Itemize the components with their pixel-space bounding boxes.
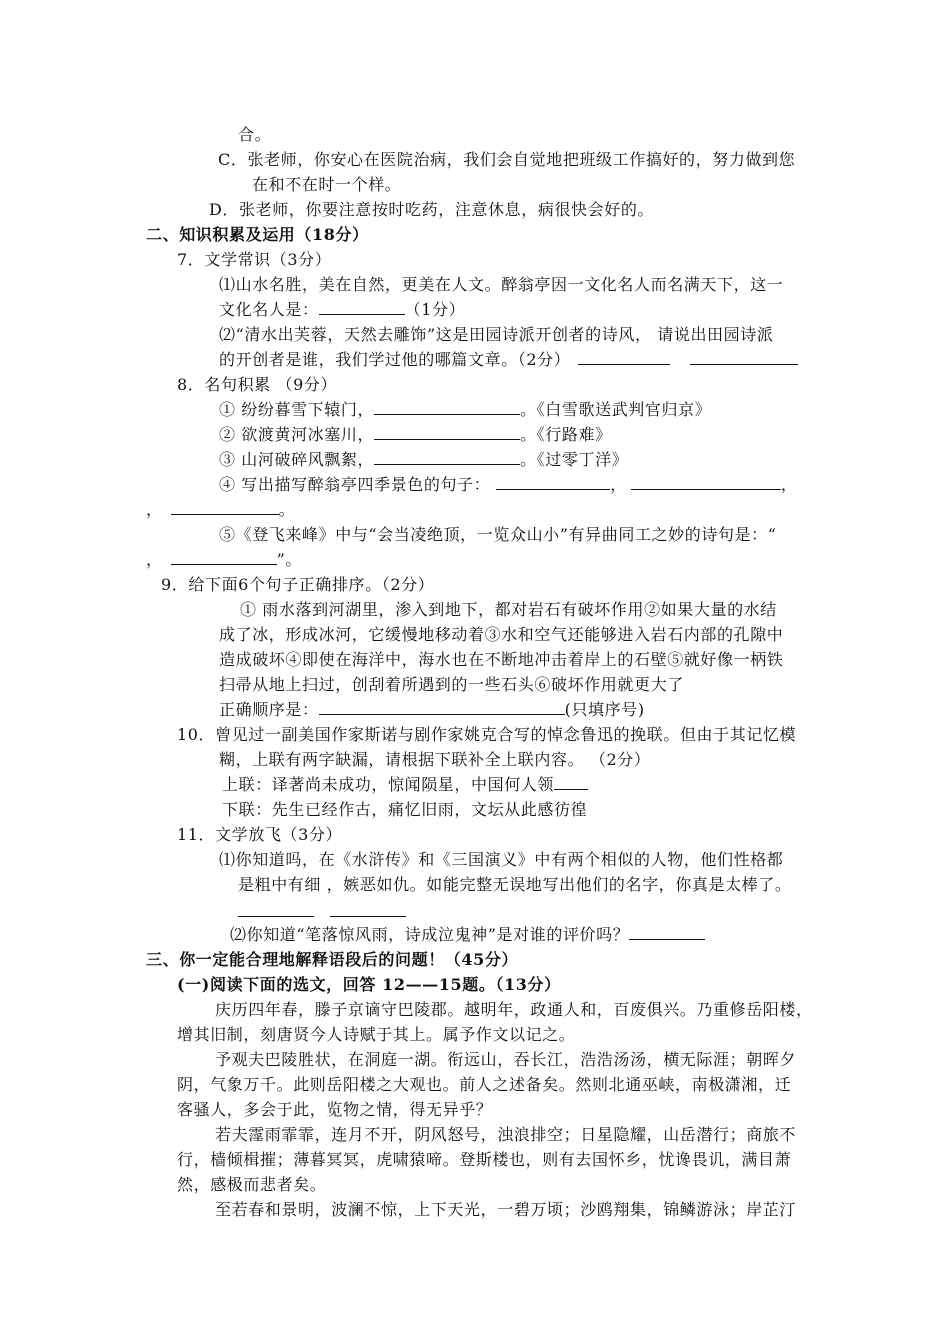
answer-blank[interactable]	[374, 425, 520, 440]
q7-part2-cont	[219, 348, 798, 372]
passage-para2: 予观夫巴陵胜状，在洞庭一湖。衔远山，吞长江，浩浩汤汤，横无际涯；朝晖夕	[215, 1050, 797, 1069]
q8-item1-text: ① 纷纷暮雪下辕门，	[219, 400, 375, 419]
q8-item1	[219, 398, 711, 422]
passage-para3-cont: 行，樯倾楫摧；薄暮冥冥，虎啸猿啼。登斯楼也，则有去国怀乡，忧谗畏讥，满目萧	[177, 1150, 792, 1169]
q9-sentences-2: 成了冰，形成冰河，它缓慢地移动着③水和空气还能够进入岩石内部的孔隙中	[219, 625, 784, 644]
q7-part2: ⑵“清水出芙蓉，天然去雕饰”这是田园诗派开创者的诗风， 请说出田园诗派	[219, 325, 774, 344]
answer-blank[interactable]	[171, 500, 279, 515]
option-b-tail: 合。	[238, 125, 272, 144]
answer-blank[interactable]	[631, 475, 781, 490]
q11-part2	[230, 923, 705, 947]
q7-part1-text: 文化名人是：	[219, 300, 319, 319]
answer-blank[interactable]	[629, 925, 705, 940]
q8-item5-cont	[146, 548, 302, 572]
q8-item4	[219, 473, 798, 497]
option-c-cont: 在和不在时一个样。	[252, 175, 402, 194]
answer-blank[interactable]	[578, 350, 670, 365]
answer-blank[interactable]	[690, 350, 798, 365]
q9-sentences: ① 雨水落到河湖里，渗入到地下，都对岩石有破坏作用②如果大量的水结	[240, 600, 777, 619]
passage-para1-cont: 增其旧制，刻唐贤今人诗赋于其上。属予作文以记之。	[177, 1025, 576, 1044]
q10-lower-couplet: 下联：先生已经作古，痛忆旧雨，文坛从此感彷徨	[222, 800, 588, 819]
q8-item2	[219, 423, 612, 447]
answer-blank[interactable]	[319, 700, 565, 715]
q9-sentences-4: 扫帚从地上扫过，创刮着所遇到的一些石头⑥破坏作用就更大了	[219, 675, 684, 694]
q11-part2-text: ⑵你知道“笔落惊风雨，诗成泣鬼神”是对谁的评价吗？	[230, 925, 630, 944]
q11-part1-blanks	[238, 900, 406, 924]
passage-para1: 庆历四年春，滕子京谪守巴陵郡。越明年，政通人和，百废俱兴。乃重修岳阳楼，	[215, 1000, 813, 1019]
answer-blank[interactable]	[374, 450, 520, 465]
q10-text: 10．曾见过一副美国作家斯诺与剧作家姚克合写的悼念鲁迅的挽联。但由于其记忆模	[177, 725, 797, 744]
q7-part1-score: （1分）	[404, 300, 466, 319]
q9-answer-note: (只填序号)	[564, 700, 645, 719]
q8-heading: 8．名句积累 （9分）	[177, 375, 338, 394]
comma: ，	[610, 475, 627, 494]
q9-answer	[219, 698, 645, 722]
q7-part2-text: 的开创者是谁，我们学过他的哪篇文章。（2分）	[219, 350, 571, 369]
q8-item3-text: ③ 山河破碎风飘絮，	[219, 450, 375, 469]
section-two-heading: 二、知识积累及运用（18分）	[146, 225, 369, 244]
answer-blank[interactable]	[496, 475, 610, 490]
answer-blank[interactable]	[374, 400, 520, 415]
q10-upper-couplet	[222, 773, 588, 797]
q9-answer-label: 正确顺序是：	[219, 700, 319, 719]
upper-couplet-text: 上联：译著尚未成功，惊闻陨星，中国何人领	[222, 775, 555, 794]
q9-sentences-3: 造成破坏④即使在海洋中，海水也在不断地冲击着岸上的石壁⑤就好像一柄铁	[219, 650, 784, 669]
comma: ，	[780, 475, 798, 494]
answer-blank[interactable]	[554, 775, 588, 790]
q11-heading: 11．文学放飞（3分）	[177, 825, 343, 844]
passage-para3: 若夫霪雨霏霏，连月不开，阴风怒号，浊浪排空；日星隐耀，山岳潜行；商旅不	[215, 1125, 797, 1144]
q7-part1-cont	[219, 298, 465, 322]
q8-item3	[219, 448, 628, 472]
q7-part1: ⑴山水名胜，美在自然，更美在人文。醉翁亭因一文化名人而名满天下，这一	[219, 275, 784, 294]
quote-end: ”。	[276, 550, 302, 569]
q8-item1-source: 。《白雪歌送武判官归京》	[520, 400, 712, 419]
passage-para2-cont: 阴，气象万千。此则岳阳楼之大观也。前人之述备矣。然则北通巫峡，南极潇湘，迁	[177, 1075, 792, 1094]
answer-blank[interactable]	[171, 550, 277, 565]
passage-para4: 至若春和景明，波澜不惊，上下天光，一碧万顷；沙鸥翔集，锦鳞游泳；岸芷汀	[215, 1200, 797, 1219]
answer-blank[interactable]	[330, 902, 406, 917]
q8-item4-cont	[146, 498, 295, 522]
section-three-heading: 三、你一定能合理地解释语段后的问题！（45分）	[146, 950, 519, 969]
q10-text-cont: 糊，上联有两字缺漏，请根据下联补全上联内容。 （2分）	[219, 750, 651, 769]
answer-blank[interactable]	[319, 300, 405, 315]
q8-item2-source: 。《行路难》	[520, 425, 612, 444]
reading-one-heading: (一)阅读下面的选文，回答 12——15题。（13分）	[177, 975, 561, 994]
passage-para2-end: 客骚人，多会于此，览物之情，得无异乎？	[177, 1100, 493, 1119]
q11-part1: ⑴你知道吗，在《水浒传》和《三国演义》中有两个相似的人物，他们性格都	[219, 850, 784, 869]
period: 。	[278, 500, 296, 519]
q11-part1-cont: 是粗中有细 ，嫉恶如仇。如能完整无误地写出他们的名字，你真是太棒了。	[238, 875, 792, 894]
q8-item3-source: 。《过零丁洋》	[520, 450, 629, 469]
q8-item2-text: ② 欲渡黄河冰塞川，	[219, 425, 375, 444]
q8-item5: ⑤《登飞来峰》中与“会当凌绝顶，一览众山小”有异曲同工之妙的诗句是：“	[219, 525, 777, 544]
passage-para3-end: 然，感极而悲者矣。	[177, 1175, 327, 1194]
option-c: C．张老师，你安心在医院治病，我们会自觉地把班级工作搞好的，努力做到您	[218, 150, 796, 169]
answer-blank[interactable]	[238, 902, 314, 917]
comma: ，	[146, 550, 163, 569]
option-d: D．张老师，你要注意按时吃药，注意休息，病很快会好的。	[209, 200, 655, 219]
q8-item4-text: ④ 写出描写醉翁亭四季景色的句子：	[219, 475, 491, 494]
q7-heading: 7．文学常识（3分）	[177, 250, 332, 269]
comma: ，	[146, 500, 163, 519]
q9-heading: 9．给下面6个句子正确排序。（2分）	[161, 575, 435, 594]
